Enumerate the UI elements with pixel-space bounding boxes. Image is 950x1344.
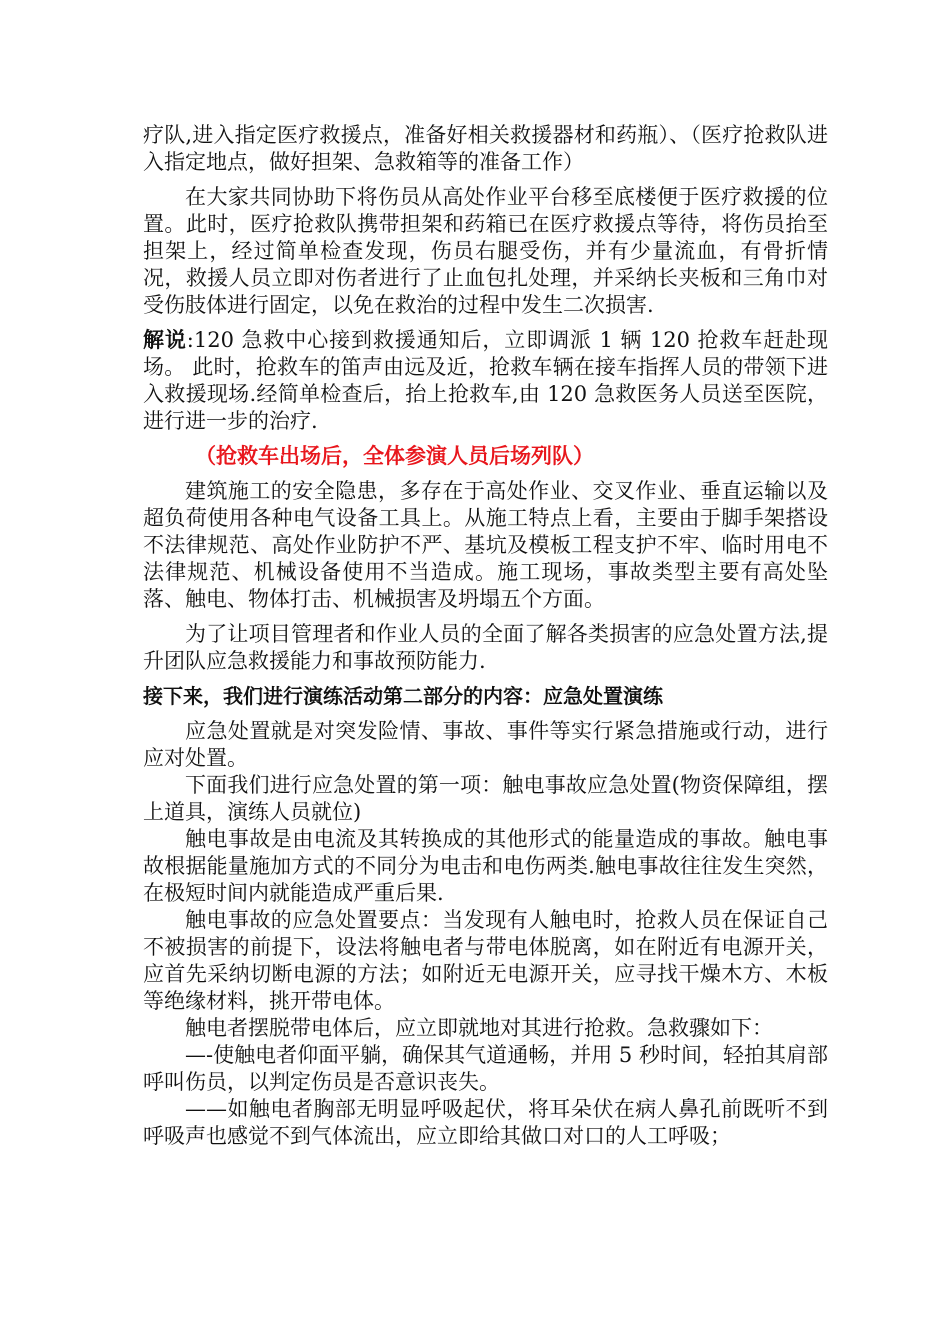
paragraph-electric-shock: 触电事故是由电流及其转换成的其他形式的能量造成的事故。触电事故根据能量施加方式的不同分为电击和电伤两类.触电事故往往发生突然，在极短时间内就能造成严重后果. — [143, 827, 828, 905]
paragraph-handling-points: 触电事故的应急处置要点：当发现有人触电时，抢救人员在保证自己不被损害的前提下，设法将触电者与带电体脱离，如在附近有电源开关，应首先采纳切断电源的方法；如附近无电源开关，应寻找干燥木方、木板等绝缘材料，挑开带电体。 — [143, 908, 828, 1013]
paragraph-first-item: 下面我们进行应急处置的第一项：触电事故应急处置(物资保障组，摆上道具，演练人员就位) — [143, 773, 828, 824]
paragraph-safety-hazards: 建筑施工的安全隐患，多存在于高处作业、交叉作业、垂直运输以及超负荷使用各种电气设备工具上。从施工特点上看，主要由于脚手架搭设不法律规范、高处作业防护不严、基坑及模板工程支护不牢、临时用电不法律规范、机械设备使用不当造成。施工现场，事故类型主要有高处坠落、触电、物体打击、机械损害及坍塌五个方面。 — [143, 479, 828, 611]
narration-label: 解说 — [143, 328, 187, 352]
stage-direction-note: （抢救车出场后，全体参演人员后场列队） — [195, 444, 594, 468]
paragraph-emergency-definition: 应急处置就是对突发险情、事故、事件等实行紧急措施或行动，进行应对处置。 — [143, 719, 828, 770]
paragraph-continuation: 疗队,进入指定医疗救援点，准备好相关救援器材和药瓶）、（医疗抢救队进入指定地点，做好担架、急救箱等的准备工作） — [143, 123, 828, 174]
paragraph-first-aid-steps: 触电者摆脱带电体后，应立即就地对其进行抢救。急救骤如下： — [185, 1016, 773, 1040]
document-body — [143, 122, 828, 1150]
paragraph-rescue-transfer: 在大家共同协助下将伤员从高处作业平台移至底楼便于医疗救援的位置。此时，医疗抢救队携带担架和药箱已在医疗救援点等待，将伤员抬至担架上，经过简单检查发现，伤员右腿受伤，并有少量流血，有骨折情况，救援人员立即对伤者进行了止血包扎处理，并采纳长夹板和三角巾对受伤肢体进行固定，以免在救治的过程中发生二次损害. — [143, 185, 828, 317]
paragraph-step-two: ——如触电者胸部无明显呼吸起伏，将耳朵伏在病人鼻孔前既听不到呼吸声也感觉不到气体流出，应立即给其做口对口的人工呼吸； — [143, 1097, 828, 1148]
paragraph-purpose: 为了让项目管理者和作业人员的全面了解各类损害的应急处置方法,提升团队应急救援能力和事故预防能力. — [143, 622, 828, 673]
narration-text: :120 急救中心接到救援通知后，立即调派 1 辆 120 抢救车赶赴现场。 此时，抢救车的笛声由远及近，抢救车辆在接车指挥人员的带领下进入救援现场.经简单检查后，抬上抢救车,由 120 急救医务人员送至医院，进行进一步的治疗. — [143, 328, 828, 433]
section-heading: 接下来，我们进行演练活动第二部分的内容：应急处置演练 — [143, 684, 663, 708]
paragraph-narration — [143, 327, 828, 435]
paragraph-step-one: —-使触电者仰面平躺，确保其气道通畅，并用 5 秒时间，轻拍其肩部呼叫伤员，以判定伤员是否意识丧失。 — [143, 1043, 828, 1094]
